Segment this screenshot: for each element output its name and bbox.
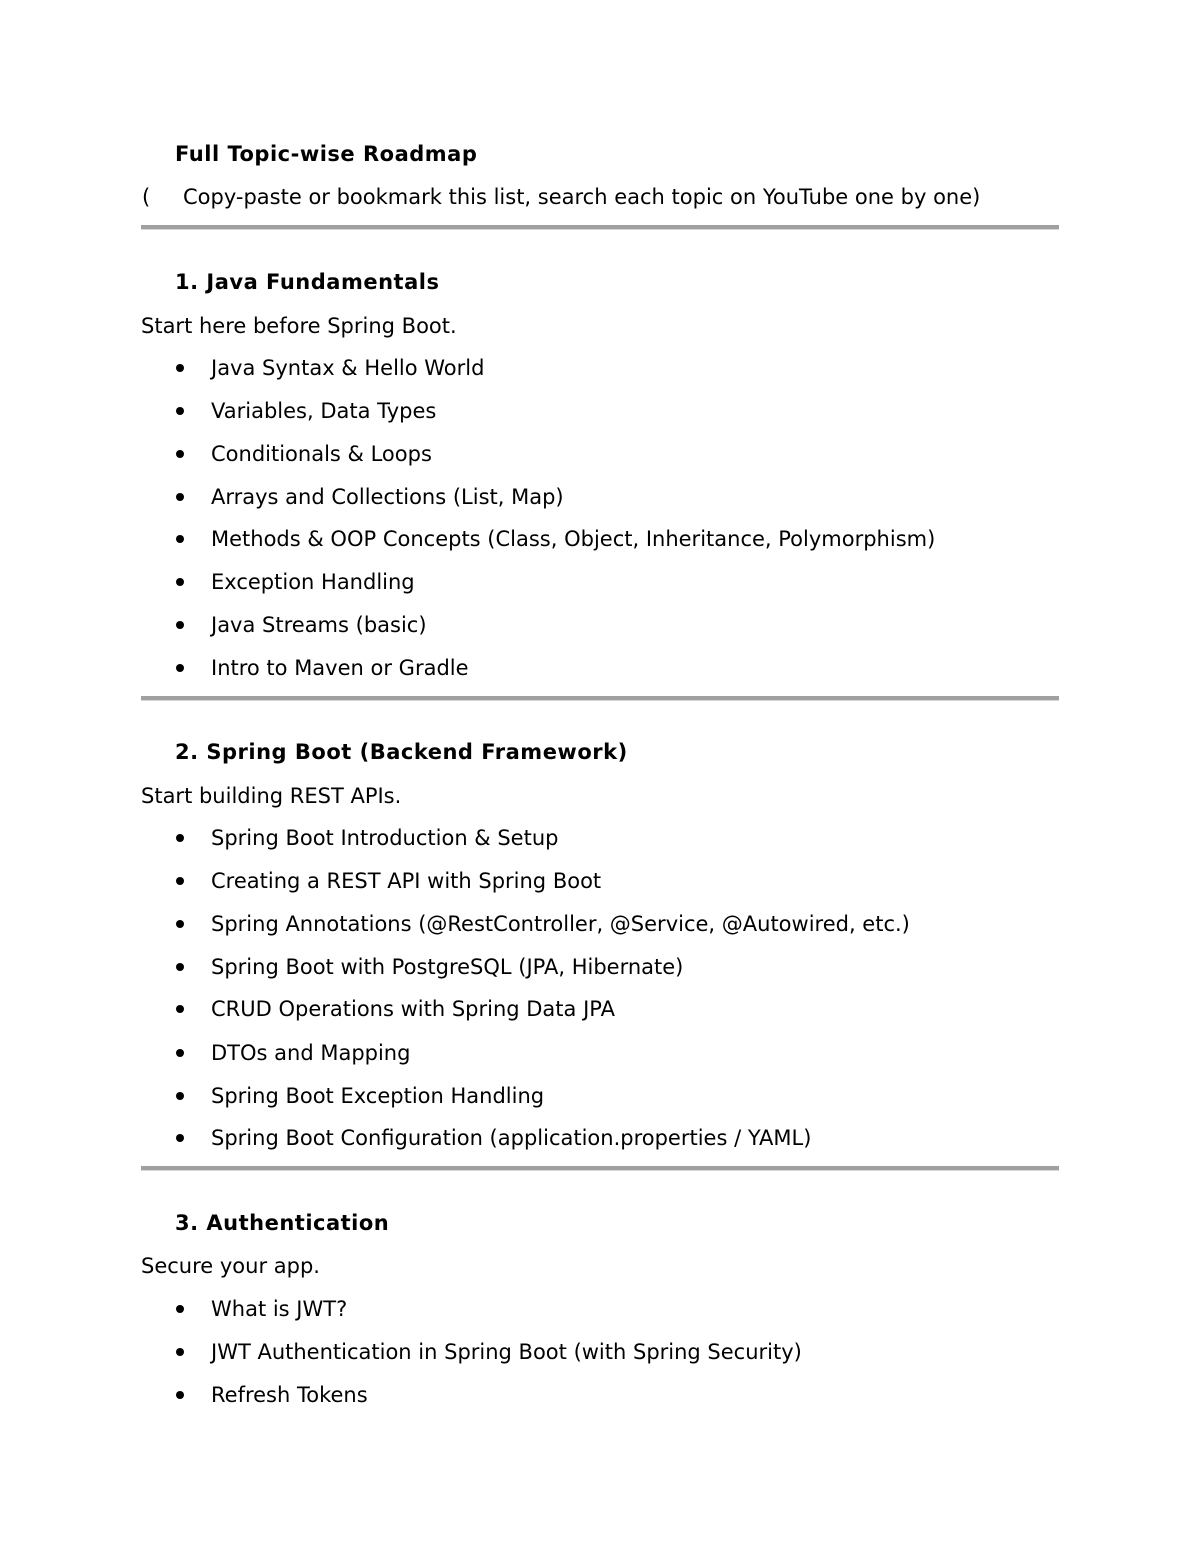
list-item: Spring Boot Exception Handling <box>211 1084 545 1108</box>
section-heading: 1. Java Fundamentals <box>175 270 440 294</box>
bullet-icon <box>176 963 184 971</box>
doc-title: Full Topic-wise Roadmap <box>175 142 478 166</box>
bullet-icon <box>176 877 184 885</box>
list-item: Creating a REST API with Spring Boot <box>211 869 602 893</box>
bullet-icon <box>176 834 184 842</box>
list-item: Conditionals & Loops <box>211 442 432 466</box>
intro-text: Copy-paste or bookmark this list, search each topic on YouTube one by one) <box>183 185 981 209</box>
bullet-icon <box>176 578 184 586</box>
divider <box>141 1166 1059 1171</box>
intro-paren: ( <box>142 185 151 209</box>
bullet-icon <box>176 1092 184 1100</box>
bullet-icon <box>176 450 184 458</box>
list-item: Java Syntax & Hello World <box>211 356 485 380</box>
list-item: Methods & OOP Concepts (Class, Object, Inheritance, Polymorphism) <box>211 527 936 551</box>
divider <box>141 225 1059 230</box>
bullet-icon <box>176 1005 184 1013</box>
list-item: Spring Boot Configuration (application.properties / YAML) <box>211 1126 812 1150</box>
bullet-icon <box>176 493 184 501</box>
list-item: Exception Handling <box>211 570 415 594</box>
bullet-icon <box>176 664 184 672</box>
list-item: DTOs and Mapping <box>211 1041 411 1065</box>
section-heading: 3. Authentication <box>175 1211 390 1235</box>
bullet-icon <box>176 1391 184 1399</box>
bullet-icon <box>176 407 184 415</box>
divider <box>141 696 1059 701</box>
section-subtitle: Secure your app. <box>141 1254 320 1278</box>
list-item: Arrays and Collections (List, Map) <box>211 485 564 509</box>
bullet-icon <box>176 1348 184 1356</box>
bullet-icon <box>176 1134 184 1142</box>
section-subtitle: Start here before Spring Boot. <box>141 314 457 338</box>
list-item: CRUD Operations with Spring Data JPA <box>211 997 615 1021</box>
list-item: Spring Annotations (@RestController, @Service, @Autowired, etc.) <box>211 912 910 936</box>
bullet-icon <box>176 920 184 928</box>
list-item: Java Streams (basic) <box>211 613 427 637</box>
section-heading: 2. Spring Boot (Backend Framework) <box>175 740 628 764</box>
bullet-icon <box>176 535 184 543</box>
section-subtitle: Start building REST APIs. <box>141 784 402 808</box>
list-item: Spring Boot with PostgreSQL (JPA, Hibernate) <box>211 955 684 979</box>
list-item: Refresh Tokens <box>211 1383 368 1407</box>
list-item: Intro to Maven or Gradle <box>211 656 469 680</box>
bullet-icon <box>176 1305 184 1313</box>
list-item: JWT Authentication in Spring Boot (with Spring Security) <box>211 1340 802 1364</box>
bullet-icon <box>176 1049 184 1057</box>
bullet-icon <box>176 621 184 629</box>
list-item: What is JWT? <box>211 1297 348 1321</box>
list-item: Variables, Data Types <box>211 399 437 423</box>
list-item: Spring Boot Introduction & Setup <box>211 826 559 850</box>
bullet-icon <box>176 364 184 372</box>
